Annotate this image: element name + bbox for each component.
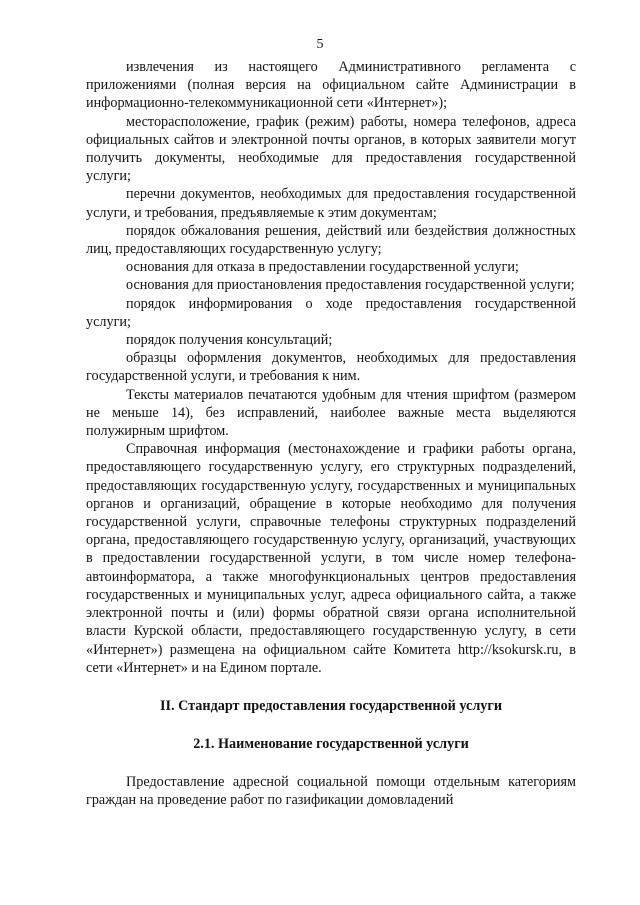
paragraph-service-name: Предоставление адресной социальной помощи отдельным категориям граждан на проведение работ по газификации домовладений <box>86 773 576 809</box>
paragraph-document-samples: образцы оформления документов, необходимых для предоставления государственной услуги, и требования к ним. <box>86 350 576 385</box>
paragraph-progress-info: порядок информирования о ходе предоставления государственной услуги; <box>86 295 576 330</box>
paragraph-document-lists: перечни документов, необходимых для предоставления государственной услуги, и требования, предъявляемые к этим документам; <box>86 186 576 221</box>
paragraph-suspension-grounds: основания для приостановления предоставления государственной услуги; <box>126 277 575 294</box>
paragraph-appeal-procedure: порядок обжалования решения, действий или бездействия должностных лиц, предоставляющих государственную услугу; <box>86 222 576 258</box>
subsection-heading: 2.1. Наименование государственной услуги <box>193 735 469 752</box>
paragraph-extracts: извлечения из настоящего Административного регламента с приложениями (полная версия на официальном сайте Администрации в информационно-телекоммуникационной сети «Интернет»); <box>86 59 576 112</box>
paragraph-reference-info: Справочная информация (местонахождение и графики работы органа, предоставляющего государственную услугу, его структурных подразделений, предоставляющих государственную услугу, государственных и муниципальных органов и организаций, обращение в которые необходимо для получения государственной услуги, справочные телефоны структурных подразделений органа, предоставляющего государственную услугу, организаций, участвующих в предоставлении государственной услуги, в том числе номер телефона-автоинформатора, а также многофункциональных центров предоставления государственных и муниципальных услуг, адреса официального сайта, а также электронной почты и (или) формы обратной связи органа исполнительной власти Курской области, предоставляющего государственную услугу, в сети «Интернет») размещена на официальном сайте Комитета http://ksokursk.ru, в сети «Интернет» и на Едином портале. <box>86 441 576 676</box>
paragraph-font-requirements: Тексты материалов печатаются удобным для чтения шрифтом (размером не меньше 14), без исправлений, наиболее важные места выделяются полужирным шрифтом. <box>86 386 576 440</box>
section-heading: II. Стандарт предоставления государственной услуги <box>159 697 503 714</box>
page-number: 5 <box>316 37 324 52</box>
paragraph-location-schedule: месторасположение, график (режим) работы, номера телефонов, адреса официальных сайтов и электронной почты органов, в которых заявители могут получить документы, необходимые для предоставления государственной услуги; <box>86 113 576 185</box>
paragraph-refusal-grounds: основания для отказа в предоставлении государственной услуги; <box>126 259 519 276</box>
document-body <box>86 58 576 809</box>
paragraph-consultations: порядок получения консультаций; <box>126 332 333 349</box>
